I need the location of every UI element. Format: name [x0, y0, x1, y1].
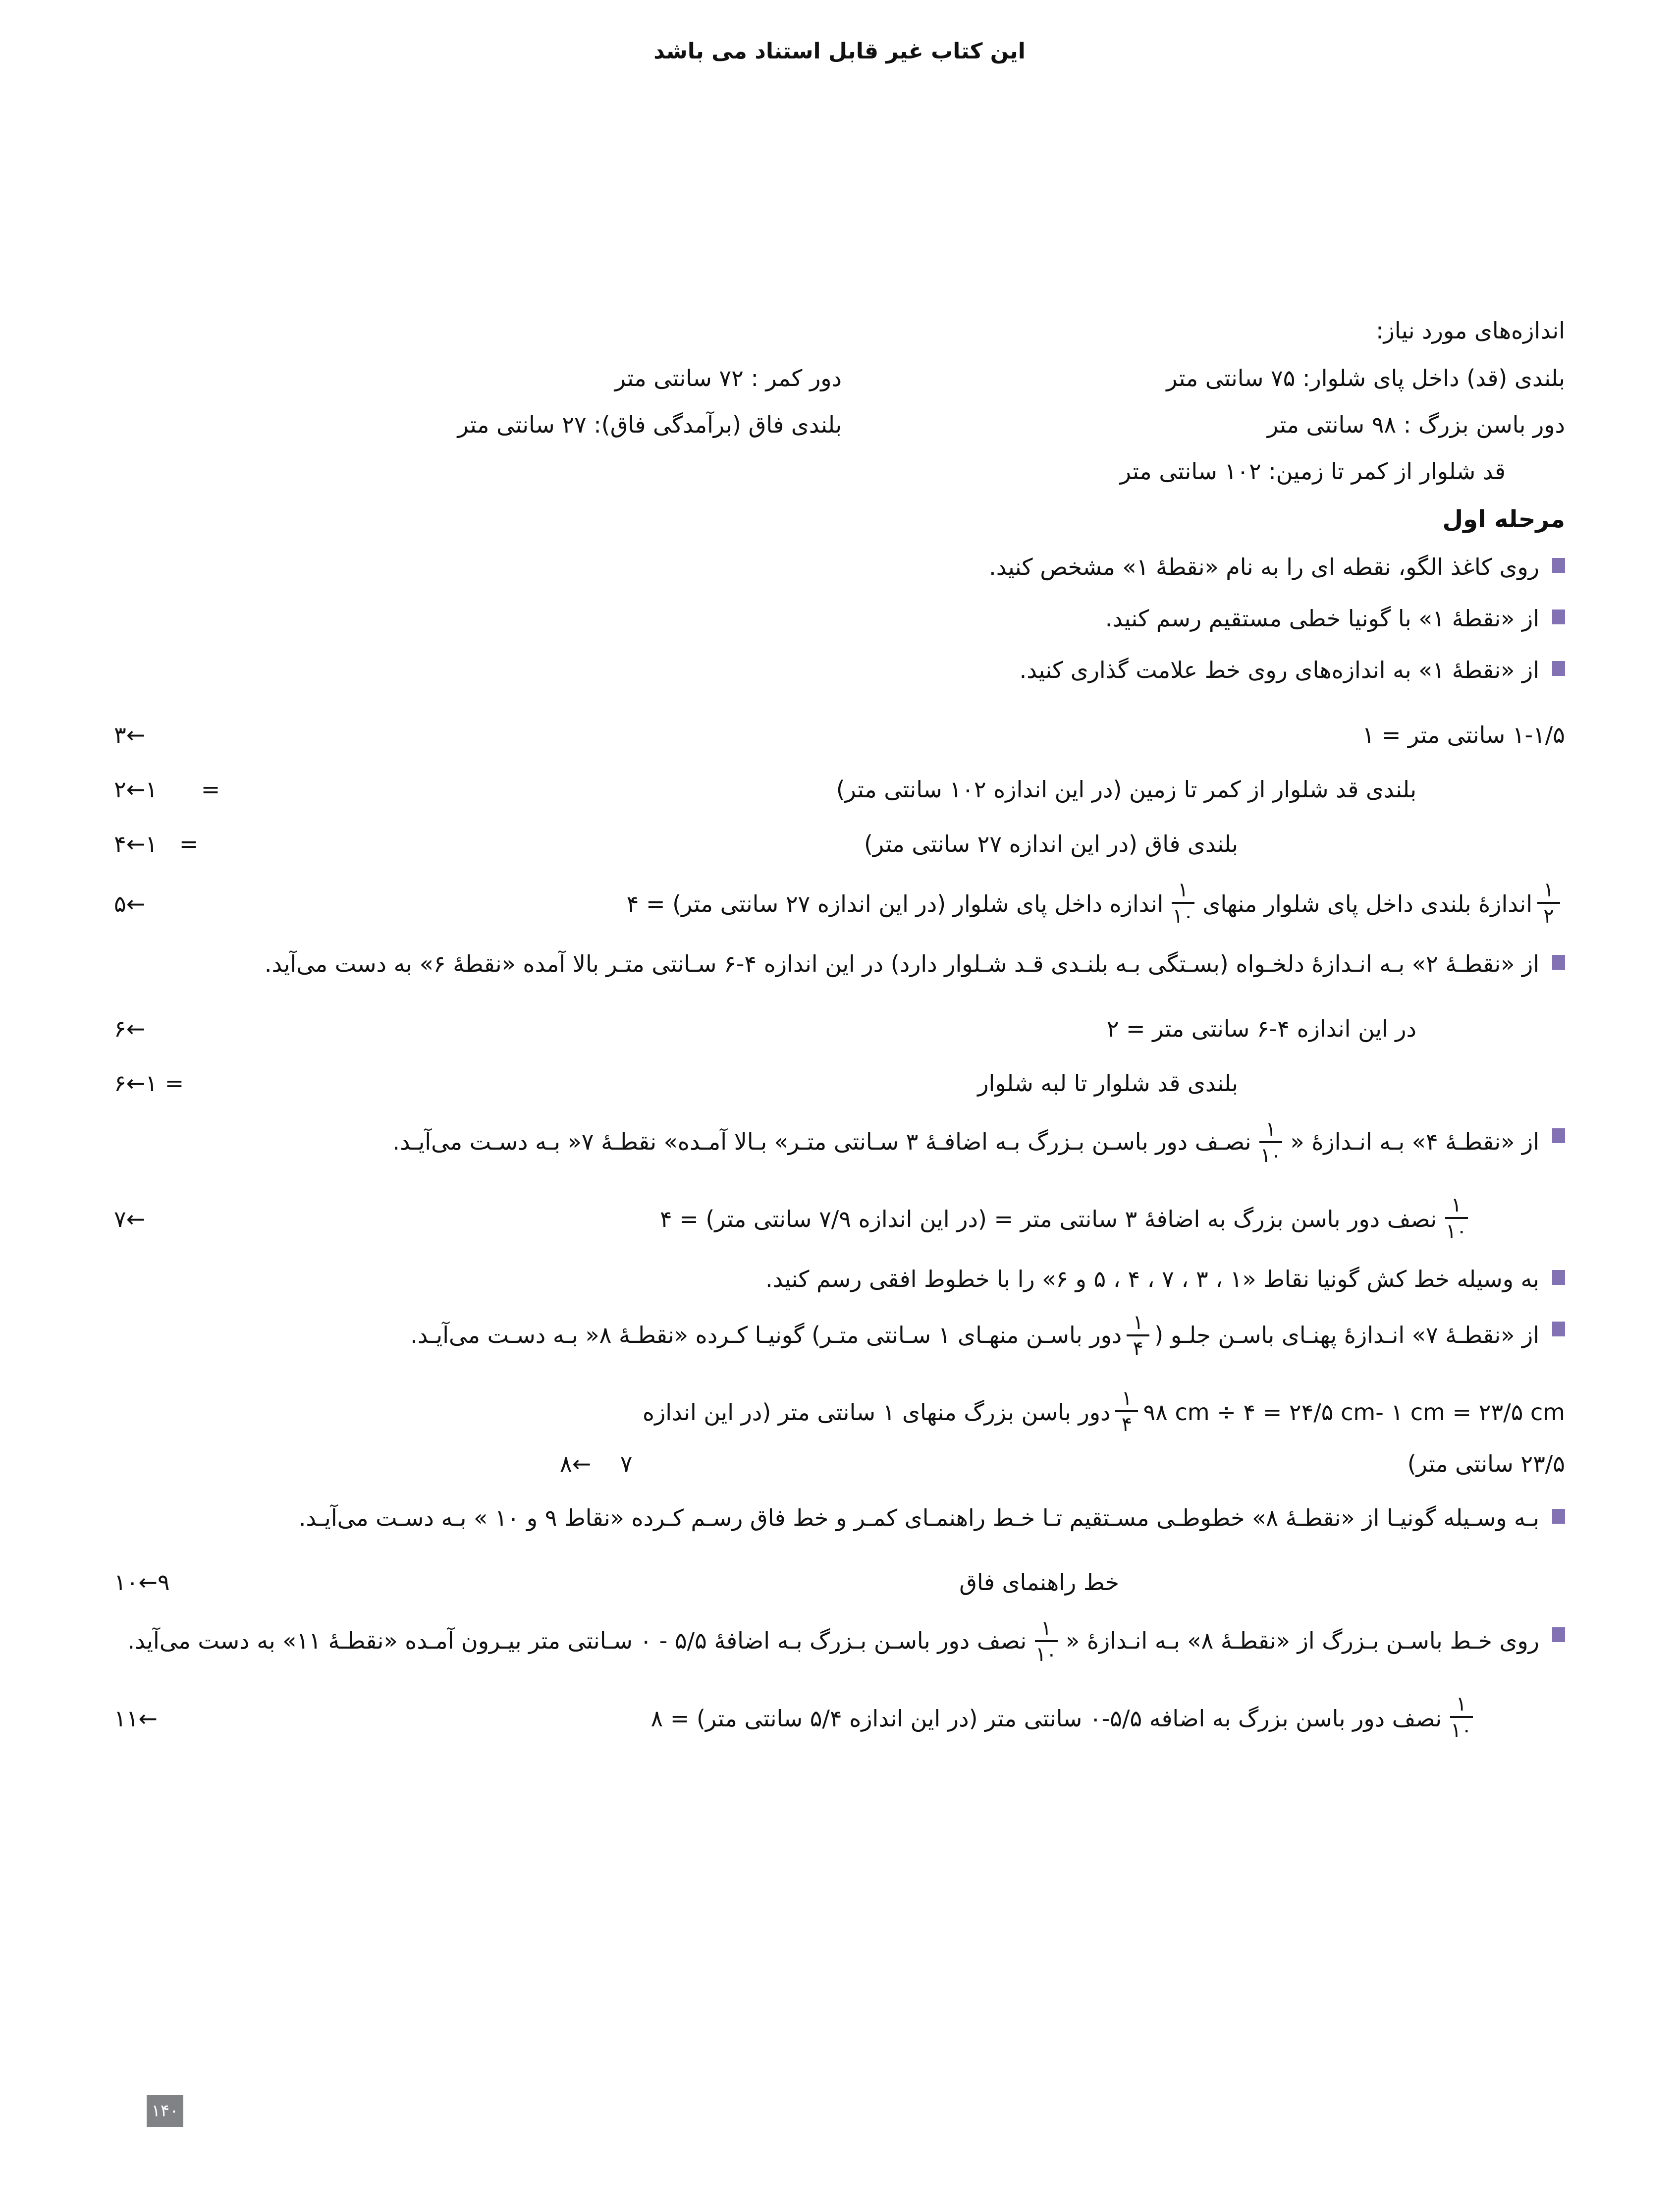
- document-body: [114, 317, 1565, 1761]
- instruction-text: بـه وسـیله گونیـا از «نقطـۀ ۸» خطوطـی مسـتقیم تـا خـط راهنمـای کمـر و خط فاق رسـم کـرده «نقاط ۹ و ۱۰ » بـه دسـت می‌آیـد.: [298, 1504, 1539, 1531]
- measurement-row: [114, 365, 1565, 391]
- formula-row-7: [114, 1193, 1565, 1243]
- instruction-text: از «نقطۀ ۱» به اندازه‌های روی خط علامت گذاری کنید.: [1019, 656, 1539, 683]
- instruction-text-part: نصـف دور باسـن بـزرگ بـه اضافـۀ ۳ سـانتی متـر» بـالا آمـده» نقطـۀ ۷« بـه دسـت می‌آیـد.: [392, 1128, 1251, 1155]
- instruction-text: روی کاغذ الگو، نقطه ای را به نام «نقطۀ ۱» مشخص کنید.: [989, 553, 1539, 580]
- instruction-bullet: [114, 1311, 1565, 1360]
- instruction-text-part: روی خـط باسـن بـزرگ از «نقطـۀ ۸» بـه انـدازۀ «: [1066, 1627, 1539, 1655]
- instruction-text: به وسیله خط کش گونیا نقاط «۱ ، ۳ ، ۷ ، ۴ ، ۵ و ۶» را با خطوط افقی رسم کنید.: [765, 1265, 1539, 1292]
- instruction-bullet: [114, 602, 1565, 636]
- instruction-bullet: [114, 1501, 1565, 1536]
- instruction-text-part: نصف دور باسـن بـزرگ بـه اضافۀ ۵/۵ - ۰ سـانتی متر بیـرون آمـده «نقطـۀ ۱۱» به دست می‌آید.: [127, 1627, 1027, 1655]
- formula-result: = ۱←۶: [114, 1069, 184, 1097]
- bullet-square-icon: [1552, 955, 1565, 970]
- formula-row-4: [114, 878, 1565, 928]
- formula-text: دور باسن بزرگ منهای ۱ سانتی متر (در این اندازه: [642, 1399, 1111, 1426]
- instruction-text: از «نقطـۀ ۲» بـه انـدازۀ دلخـواه (بسـتگی بـه بلنـدی قـد شـلوار دارد) در این اندازه ۴-۶ سـانتی متـر بالا آمده «نقطۀ ۶» به دست می‌آید.: [264, 950, 1539, 977]
- formula-row-8-tail: [114, 1446, 1565, 1481]
- formula-row-3: [114, 827, 1565, 861]
- formula-row-8: [114, 1386, 1565, 1436]
- bullet-square-icon: [1552, 1509, 1565, 1524]
- measurement-hip: دور باسن بزرگ : ۹۸ سانتی متر: [1267, 411, 1565, 438]
- fraction-one-tenth: $\frac{۱}{۱۰}$: [1035, 1617, 1057, 1666]
- formula-row-6: [114, 1066, 1565, 1101]
- bullet-square-icon: [1552, 1627, 1565, 1642]
- fraction-one-quarter: $\frac{۱}{۴}$: [1115, 1388, 1138, 1435]
- bullet-square-icon: [1552, 661, 1565, 676]
- bullet-square-icon: [1552, 558, 1565, 573]
- formula-result: = ۱←۴: [114, 830, 199, 857]
- bullet-square-icon: [1552, 1128, 1565, 1143]
- formula-math-cm: ۹۸ cm ÷ ۴ = ۲۴/۵ cm- ۱ cm = ۲۳/۵ cm: [1143, 1399, 1565, 1426]
- measurement-inseam: بلندی (قد) داخل پای شلوار: ۷۵ سانتی متر: [1166, 365, 1565, 391]
- fraction-one-quarter: $\frac{۱}{۴}$: [1127, 1313, 1149, 1359]
- formula-result: ۹←۱۰: [114, 1569, 170, 1596]
- measurements-heading: اندازه‌های مورد نیاز:: [1376, 317, 1565, 344]
- formula-row-1: [114, 718, 1565, 752]
- formula-text-part: اندازۀ بلندی داخل پای شلوار منهای: [1202, 890, 1532, 918]
- formula-text: ۱-۱/۵ سانتی متر = ۱: [1362, 721, 1565, 748]
- formula-row-10: [114, 1695, 1565, 1741]
- instruction-text-part: از «نقطـۀ ۷» انـدازۀ پهنـای باسـن جلـو (: [1154, 1321, 1539, 1348]
- formula-result: ۷ ←۸: [560, 1450, 633, 1477]
- formula-result: ←۳: [114, 721, 146, 748]
- bullet-square-icon: [1552, 609, 1565, 624]
- instruction-text: از «نقطۀ ۱» با گونیا خطی مستقیم رسم کنید.: [1105, 605, 1539, 632]
- fraction-one-tenth: $\frac{۱}{۱۰}$: [1451, 1693, 1472, 1742]
- formula-text: خط راهنمای فاق: [959, 1569, 1119, 1596]
- instruction-bullet: [114, 947, 1565, 982]
- formula-result: ←۱۱: [114, 1705, 158, 1732]
- instruction-bullet: [114, 653, 1565, 688]
- page-number-badge: ۱۴۰: [147, 2095, 183, 2127]
- formula-text: بلندی فاق (در این اندازه ۲۷ سانتی متر): [864, 830, 1238, 857]
- formula-result: ←۶: [114, 1015, 146, 1042]
- instruction-bullet: [114, 550, 1565, 585]
- instruction-bullet: [114, 1262, 1565, 1297]
- fraction-one-tenth: $\frac{۱}{۱۰}$: [1260, 1117, 1282, 1167]
- formula-text: بلندی قد شلوار از کمر تا زمین (در این اندازه ۱۰۲ سانتی متر): [836, 775, 1416, 803]
- fraction-one-tenth: $\frac{۱}{۱۰}$: [1446, 1193, 1467, 1243]
- instruction-bullet: [114, 1619, 1565, 1665]
- formula-text: نصف دور باسن بزرگ به اضافه ۵/۵-۰ سانتی متر (در این اندازه ۵/۴ سانتی متر) = ۸: [650, 1705, 1442, 1732]
- formula-result: ←۷: [114, 1206, 146, 1233]
- formula-tail-text: ۲۳/۵ سانتی متر): [1407, 1450, 1565, 1477]
- formula-result: = ۱←۲: [114, 775, 220, 803]
- instruction-text-part: از «نقطـۀ ۴» بـه انـدازۀ «: [1290, 1128, 1539, 1155]
- formula-result: ←۵: [114, 890, 146, 918]
- formula-row-5: [114, 1011, 1565, 1046]
- page-header-notice: این کتاب غیر قابل استناد می باشد: [653, 39, 1026, 64]
- measurement-waist: دور کمر : ۷۲ سانتی متر: [614, 365, 842, 391]
- formula-text-part: اندازه داخل پای شلوار (در این اندازه ۲۷ سانتی متر) = ۴: [626, 890, 1164, 918]
- formula-text: نصف دور باسن بزرگ به اضافۀ ۳ سانتی متر = (در این اندازه ۷/۹ سانتی متر) = ۴: [659, 1206, 1437, 1233]
- fraction-one-half: $\frac{۱}{۲}$: [1537, 880, 1560, 926]
- measurement-crotch-depth: بلندی فاق (برآمدگی فاق): ۲۷ سانتی متر: [457, 411, 842, 438]
- measurement-waist-to-floor: قد شلوار از کمر تا زمین: ۱۰۲ سانتی متر: [1120, 458, 1506, 485]
- step-title: مرحله اول: [1442, 505, 1565, 533]
- formula-row-2: [114, 772, 1565, 807]
- fraction-one-tenth: $\frac{۱}{۱۰}$: [1172, 878, 1194, 928]
- formula-text: در این اندازه ۴-۶ سانتی متر = ۲: [1106, 1015, 1416, 1042]
- formula-text: بلندی قد شلوار تا لبه شلوار: [977, 1069, 1238, 1097]
- instruction-text-part: دور باسـن منهـای ۱ سـانتی متـر) گونیـا کـرده «نقطـۀ ۸« بـه دسـت می‌آیـد.: [410, 1321, 1122, 1348]
- bullet-square-icon: [1552, 1322, 1565, 1336]
- measurement-row: [114, 411, 1565, 438]
- formula-row-9: [114, 1565, 1565, 1600]
- instruction-bullet: [114, 1117, 1565, 1167]
- bullet-square-icon: [1552, 1270, 1565, 1285]
